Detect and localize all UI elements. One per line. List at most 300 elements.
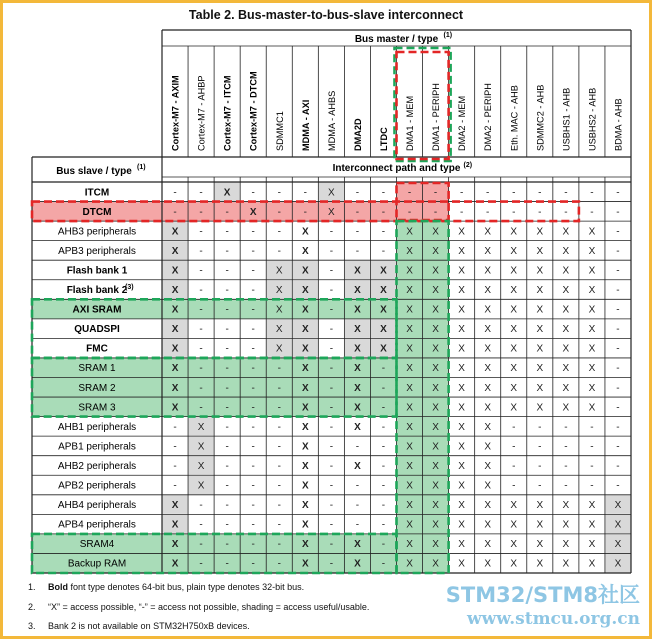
interconnect-cell: - bbox=[381, 441, 386, 453]
interconnect-cell: X bbox=[406, 441, 413, 453]
interconnect-cell: X bbox=[406, 558, 413, 570]
interconnect-cell: - bbox=[277, 363, 281, 375]
interconnect-cell: X bbox=[406, 285, 413, 297]
interconnect-cell: X bbox=[536, 265, 544, 277]
interconnect-cell: - bbox=[225, 226, 229, 238]
interconnect-cell: X bbox=[458, 558, 465, 570]
interconnect-cell: X bbox=[197, 460, 205, 472]
interconnect-cell: X bbox=[562, 343, 570, 355]
interconnect-cell: X bbox=[406, 363, 413, 375]
interconnect-cell: X bbox=[197, 421, 205, 433]
interconnect-cell: X bbox=[588, 558, 596, 570]
interconnect-cell: X bbox=[380, 265, 387, 277]
interconnect-cell: X bbox=[171, 539, 179, 551]
row-label-sup: (3) bbox=[125, 284, 134, 292]
slave-row-label: AXI SRAM bbox=[72, 304, 122, 316]
interconnect-cell: - bbox=[329, 558, 334, 570]
interconnect-cell: X bbox=[354, 343, 361, 355]
interconnect-cell: X bbox=[484, 245, 492, 257]
master-group-header: Bus master / type bbox=[354, 34, 439, 45]
interconnect-cell: - bbox=[251, 500, 255, 512]
interconnect-cell: - bbox=[355, 480, 360, 492]
interconnect-cell: - bbox=[381, 500, 386, 512]
master-column-label: DMA2 - PERIPH bbox=[483, 83, 494, 151]
interconnect-cell: X bbox=[275, 265, 283, 277]
interconnect-cell: - bbox=[512, 441, 516, 453]
interconnect-cell: X bbox=[171, 519, 179, 531]
footnotes bbox=[28, 578, 369, 637]
watermark bbox=[446, 582, 640, 630]
interconnect-cell: - bbox=[251, 363, 255, 375]
master-column-label: USBHS1 - AHB bbox=[561, 87, 572, 151]
interconnect-cell: X bbox=[562, 363, 570, 375]
interconnect-cell: - bbox=[355, 519, 360, 531]
interconnect-cell: X bbox=[536, 304, 544, 316]
interconnect-cell: - bbox=[564, 480, 568, 492]
interconnect-cell: - bbox=[381, 460, 386, 472]
interconnect-cell: - bbox=[251, 519, 255, 531]
interconnect-cell: - bbox=[173, 206, 177, 218]
interconnect-cell: X bbox=[432, 558, 439, 570]
interconnect-cell: - bbox=[381, 245, 386, 257]
interconnect-cell: X bbox=[354, 460, 361, 472]
interconnect-cell: - bbox=[616, 343, 620, 355]
interconnect-cell: X bbox=[275, 285, 283, 297]
footnote-bold: Bold bbox=[48, 582, 68, 592]
interconnect-cell: - bbox=[433, 206, 438, 218]
interconnect-cell: X bbox=[432, 421, 439, 433]
interconnect-cell: - bbox=[381, 206, 386, 218]
footnote-1 bbox=[28, 578, 369, 598]
interconnect-cell: X bbox=[301, 500, 309, 512]
interconnect-cell: X bbox=[510, 265, 518, 277]
footnote-number: 2. bbox=[28, 601, 36, 612]
master-column-label: Cortex-M7 - AXIM bbox=[170, 75, 181, 151]
interconnect-cell: X bbox=[197, 480, 205, 492]
interconnect-cell: - bbox=[199, 558, 203, 570]
interconnect-cell: - bbox=[355, 441, 360, 453]
slave-row-label: APB3 peripherals bbox=[58, 245, 136, 257]
interconnect-cell: - bbox=[329, 382, 334, 394]
interconnect-cell: X bbox=[458, 480, 465, 492]
interconnect-cell: - bbox=[329, 460, 334, 472]
master-column-label: MDMA - AHBS bbox=[326, 90, 337, 151]
slave-row-label: QUADSPI bbox=[74, 324, 120, 336]
interconnect-cell: - bbox=[590, 460, 594, 472]
interconnect-cell: X bbox=[484, 324, 492, 336]
interconnect-cell: X bbox=[406, 460, 413, 472]
interconnect-cell: - bbox=[225, 363, 229, 375]
interconnect-cell: X bbox=[171, 265, 179, 277]
interconnect-cell: - bbox=[381, 226, 386, 238]
interconnect-cell: X bbox=[406, 421, 413, 433]
interconnect-cell: X bbox=[301, 460, 309, 472]
interconnect-cell: - bbox=[329, 285, 334, 297]
interconnect-cell: X bbox=[171, 245, 179, 257]
interconnect-cell: - bbox=[225, 382, 229, 394]
interconnect-cell: - bbox=[590, 421, 594, 433]
interconnect-cell: X bbox=[301, 519, 309, 531]
interconnect-cell: - bbox=[459, 187, 464, 199]
master-column-label: SDMMC2 - AHB bbox=[535, 84, 546, 151]
interconnect-cell: X bbox=[171, 304, 179, 316]
interconnect-cell: - bbox=[225, 324, 229, 336]
interconnect-cell: X bbox=[458, 500, 465, 512]
interconnect-cell: X bbox=[301, 539, 309, 551]
interconnect-cell: X bbox=[510, 539, 518, 551]
interconnect-cell: - bbox=[616, 480, 620, 492]
interconnect-cell: X bbox=[275, 343, 283, 355]
interconnect-cell: X bbox=[588, 382, 596, 394]
interconnect-cell: - bbox=[512, 206, 516, 218]
interconnect-cell: X bbox=[354, 558, 361, 570]
interconnect-cell: X bbox=[536, 226, 544, 238]
interconnect-cell: - bbox=[329, 363, 334, 375]
interconnect-cell: - bbox=[381, 558, 386, 570]
interconnect-cell: X bbox=[588, 265, 596, 277]
interconnect-cell: X bbox=[406, 519, 413, 531]
slave-row-label: SRAM 3 bbox=[78, 402, 116, 414]
footnote-number: 3. bbox=[28, 621, 36, 631]
master-column-label: SDMMC1 bbox=[274, 111, 285, 151]
interconnect-cell: X bbox=[588, 363, 596, 375]
interconnect-cell: X bbox=[588, 539, 596, 551]
interconnect-cell: - bbox=[277, 402, 281, 414]
interconnect-cell: X bbox=[458, 363, 465, 375]
interconnect-cell: X bbox=[171, 285, 179, 297]
footnote-text: font type denotes 64-bit bus, plain type denotes 32-bit bus. bbox=[68, 582, 305, 592]
interconnect-cell: - bbox=[277, 421, 281, 433]
interconnect-cell: X bbox=[354, 285, 361, 297]
slave-row-label: SRAM4 bbox=[79, 539, 115, 551]
interconnect-cell: - bbox=[564, 421, 568, 433]
interconnect-cell: - bbox=[538, 441, 542, 453]
interconnect-cell: X bbox=[484, 382, 492, 394]
interconnect-cell: - bbox=[355, 500, 360, 512]
interconnect-cell: - bbox=[173, 421, 177, 433]
interconnect-cell: X bbox=[510, 500, 518, 512]
interconnect-cell: - bbox=[329, 500, 334, 512]
interconnect-cell: - bbox=[329, 343, 334, 355]
interconnect-cell: - bbox=[355, 226, 360, 238]
interconnect-cell: X bbox=[536, 539, 544, 551]
interconnect-cell: X bbox=[171, 226, 179, 238]
interconnect-cell: - bbox=[199, 402, 203, 414]
interconnect-cell: X bbox=[171, 558, 179, 570]
interconnect-cell: X bbox=[484, 460, 492, 472]
interconnect-cell: - bbox=[329, 226, 334, 238]
interconnect-cell: X bbox=[562, 519, 570, 531]
watermark-line1: STM32/STM8社区 bbox=[445, 583, 640, 607]
interconnect-cell: X bbox=[432, 363, 439, 375]
interconnect-cell: X bbox=[458, 402, 465, 414]
slave-row-label: AHB1 peripherals bbox=[57, 421, 137, 433]
interconnect-cell: X bbox=[406, 226, 413, 238]
master-column-label: Cortex-M7 - DTCM bbox=[248, 71, 259, 151]
interconnect-cell: X bbox=[588, 226, 596, 238]
interconnect-cell: - bbox=[251, 187, 255, 199]
slave-row-label: APB4 peripherals bbox=[58, 519, 136, 531]
interconnect-cell: X bbox=[432, 226, 439, 238]
interconnect-cell: X bbox=[510, 382, 518, 394]
interconnect-cell: X bbox=[432, 480, 439, 492]
interconnect-cell: - bbox=[616, 382, 620, 394]
interconnect-cell: - bbox=[616, 324, 620, 336]
interconnect-cell: X bbox=[380, 285, 387, 297]
master-group-sup: (1) bbox=[443, 32, 453, 39]
interconnect-cell: - bbox=[459, 206, 464, 218]
interconnect-cell: - bbox=[277, 245, 281, 257]
interconnect-cell: - bbox=[225, 441, 229, 453]
interconnect-cell: X bbox=[458, 324, 465, 336]
interconnect-cell: X bbox=[458, 265, 465, 277]
interconnect-cell: X bbox=[458, 382, 465, 394]
interconnect-cell: X bbox=[536, 519, 544, 531]
interconnect-cell: - bbox=[225, 304, 229, 316]
interconnect-cell: X bbox=[510, 402, 518, 414]
interconnect-cell: - bbox=[251, 460, 255, 472]
interconnect-cell: X bbox=[536, 245, 544, 257]
interconnect-cell: X bbox=[171, 382, 179, 394]
interconnect-cell: - bbox=[251, 441, 255, 453]
interconnect-cell: - bbox=[225, 245, 229, 257]
interconnect-cell: - bbox=[381, 421, 386, 433]
interconnect-cell: X bbox=[484, 558, 492, 570]
interconnect-cell: X bbox=[562, 402, 570, 414]
interconnect-cell: - bbox=[251, 402, 255, 414]
interconnect-cell: X bbox=[510, 324, 518, 336]
interconnect-cell: X bbox=[380, 343, 387, 355]
interconnect-cell: - bbox=[512, 480, 516, 492]
interconnect-cell: X bbox=[432, 441, 439, 453]
interconnect-cell: X bbox=[171, 402, 179, 414]
interconnect-cell: X bbox=[301, 304, 309, 316]
interconnect-cell: X bbox=[536, 382, 544, 394]
interconnect-cell: X bbox=[354, 363, 361, 375]
interconnect-cell: - bbox=[381, 480, 386, 492]
interconnect-cell: X bbox=[562, 304, 570, 316]
interconnect-cell: X bbox=[562, 558, 570, 570]
interconnect-cell: - bbox=[486, 206, 490, 218]
interconnect-cell: - bbox=[616, 402, 620, 414]
interconnect-cell: X bbox=[301, 441, 309, 453]
interconnect-cell: - bbox=[199, 245, 203, 257]
interconnect-cell: - bbox=[616, 285, 620, 297]
interconnect-cell: X bbox=[171, 343, 179, 355]
interconnect-cell: - bbox=[251, 304, 255, 316]
table-title: Table 2. Bus-master-to-bus-slave interconnect bbox=[188, 8, 464, 22]
interconnect-cell: - bbox=[512, 421, 516, 433]
slave-row-label: APB2 peripherals bbox=[58, 480, 136, 492]
interconnect-cell: - bbox=[251, 558, 255, 570]
interconnect-cell: - bbox=[277, 187, 281, 199]
footnote-text: “X” = access possible, “-” = access not possible, shading = access useful/usable. bbox=[48, 601, 370, 612]
interconnect-cell: - bbox=[355, 245, 360, 257]
interconnect-cell: - bbox=[407, 206, 412, 218]
interconnect-cell: - bbox=[173, 187, 177, 199]
interconnect-cell: - bbox=[225, 343, 229, 355]
interconnect-cell: - bbox=[277, 460, 281, 472]
interconnect-cell: - bbox=[616, 187, 620, 199]
interconnect-cell: X bbox=[432, 324, 439, 336]
interconnect-cell: X bbox=[354, 304, 361, 316]
interconnect-cell: X bbox=[458, 539, 465, 551]
interconnect-cell: - bbox=[277, 441, 281, 453]
interconnect-cell: - bbox=[277, 206, 281, 218]
interconnect-cell: X bbox=[380, 304, 387, 316]
interconnect-cell: - bbox=[616, 226, 620, 238]
interconnect-cell: - bbox=[538, 480, 542, 492]
slave-row-label: Flash bank 2 bbox=[66, 285, 128, 297]
interconnect-cell: X bbox=[510, 363, 518, 375]
interconnect-cell: - bbox=[225, 402, 229, 414]
interconnect-cell: - bbox=[225, 519, 229, 531]
interconnect-cell: - bbox=[303, 187, 307, 199]
interconnect-cell: - bbox=[199, 226, 203, 238]
interconnect-cell: X bbox=[536, 343, 544, 355]
interconnect-cell: - bbox=[173, 480, 177, 492]
slave-row-label: ITCM bbox=[84, 187, 110, 199]
interconnect-cell: X bbox=[275, 324, 283, 336]
interconnect-cell: X bbox=[562, 265, 570, 277]
interconnect-cell: - bbox=[329, 519, 334, 531]
interconnect-cell: - bbox=[616, 460, 620, 472]
interconnect-cell: - bbox=[538, 187, 542, 199]
interconnect-cell: - bbox=[199, 363, 203, 375]
slave-row-label: AHB4 peripherals bbox=[57, 500, 137, 512]
interconnect-cell: X bbox=[510, 343, 518, 355]
interconnect-cell: - bbox=[199, 343, 203, 355]
interconnect-cell: X bbox=[562, 500, 570, 512]
interconnect-cell: X bbox=[406, 245, 413, 257]
master-column-label: BDMA - AHB bbox=[613, 98, 624, 151]
interconnect-cell: X bbox=[484, 343, 492, 355]
interconnect-cell: X bbox=[301, 265, 309, 277]
interconnect-cell: - bbox=[564, 441, 568, 453]
interconnect-cell: - bbox=[512, 460, 516, 472]
interconnect-cell: - bbox=[199, 206, 203, 218]
interconnect-cell: - bbox=[303, 206, 307, 218]
interconnect-cell: X bbox=[510, 558, 518, 570]
interconnect-cell: - bbox=[199, 500, 203, 512]
interconnect-cell: - bbox=[329, 402, 334, 414]
interconnect-cell: X bbox=[510, 245, 518, 257]
slave-row-label: Backup RAM bbox=[67, 558, 127, 570]
interconnect-cell: - bbox=[277, 226, 281, 238]
interconnect-cell: X bbox=[484, 226, 492, 238]
interconnect-cell: - bbox=[381, 539, 386, 551]
interconnect-cell: X bbox=[562, 539, 570, 551]
interconnect-cell: X bbox=[301, 421, 309, 433]
interconnect-cell: X bbox=[432, 382, 439, 394]
interconnect-cell: - bbox=[355, 206, 360, 218]
interconnect-cell: - bbox=[590, 206, 594, 218]
interconnect-cell: - bbox=[538, 460, 542, 472]
interconnect-cell: X bbox=[484, 441, 492, 453]
interconnect-cell: - bbox=[277, 382, 281, 394]
interconnect-cell: - bbox=[329, 480, 334, 492]
interconnect-cell: - bbox=[199, 539, 203, 551]
interconnect-cell: - bbox=[616, 206, 620, 218]
interconnect-cell: X bbox=[171, 500, 179, 512]
interconnect-cell: X bbox=[458, 421, 465, 433]
interconnect-cell: X bbox=[301, 226, 309, 238]
interconnect-cell: X bbox=[588, 402, 596, 414]
footnote-text: Bank 2 is not available on STM32H750xB devices. bbox=[48, 621, 250, 631]
path-header-sup: (2) bbox=[463, 162, 473, 169]
interconnect-cell: - bbox=[381, 519, 386, 531]
interconnect-cell: X bbox=[354, 421, 361, 433]
interconnect-cell: X bbox=[510, 304, 518, 316]
interconnect-cell: - bbox=[251, 265, 255, 277]
interconnect-cell: X bbox=[301, 402, 309, 414]
interconnect-cell: - bbox=[225, 421, 229, 433]
interconnect-cell: X bbox=[484, 265, 492, 277]
interconnect-cell: X bbox=[536, 500, 544, 512]
interconnect-cell: X bbox=[301, 285, 309, 297]
interconnect-cell: X bbox=[432, 402, 439, 414]
interconnect-cell: - bbox=[277, 539, 281, 551]
interconnect-cell: X bbox=[328, 187, 335, 199]
interconnect-cell: - bbox=[564, 206, 568, 218]
interconnect-cell: - bbox=[251, 245, 255, 257]
interconnect-cell: - bbox=[538, 421, 542, 433]
interconnect-cell: X bbox=[406, 343, 413, 355]
interconnect-cell: - bbox=[251, 539, 255, 551]
interconnect-cell: - bbox=[329, 304, 334, 316]
interconnect-cell: - bbox=[225, 558, 229, 570]
interconnect-cell: X bbox=[562, 285, 570, 297]
interconnect-cell: X bbox=[301, 324, 309, 336]
interconnect-cell: X bbox=[197, 441, 205, 453]
interconnect-cell: - bbox=[225, 539, 229, 551]
interconnect-cell: - bbox=[225, 206, 229, 218]
interconnect-cell: X bbox=[588, 324, 596, 336]
interconnect-cell: - bbox=[225, 285, 229, 297]
interconnect-cell: - bbox=[199, 265, 203, 277]
interconnect-cell: X bbox=[354, 382, 361, 394]
master-column-label: LTDC bbox=[378, 127, 389, 151]
master-column-label: DMA2 - MEM bbox=[457, 95, 468, 151]
path-header: Interconnect path and type bbox=[332, 163, 461, 174]
interconnect-cell: X bbox=[301, 480, 309, 492]
interconnect-cell: X bbox=[301, 245, 309, 257]
interconnect-cell: X bbox=[406, 500, 413, 512]
interconnect-cell: - bbox=[329, 421, 334, 433]
interconnect-cell: - bbox=[381, 363, 386, 375]
slave-row-label: DTCM bbox=[82, 206, 112, 218]
interconnect-cell: X bbox=[380, 324, 387, 336]
interconnect-cell: - bbox=[251, 343, 255, 355]
interconnect-cell: X bbox=[432, 539, 439, 551]
interconnect-cell: X bbox=[458, 245, 465, 257]
interconnect-cell: X bbox=[536, 324, 544, 336]
interconnect-cell: - bbox=[277, 558, 281, 570]
interconnect-cell: - bbox=[538, 206, 542, 218]
interconnect-cell: X bbox=[301, 558, 309, 570]
interconnect-cell: - bbox=[199, 519, 203, 531]
interconnect-cell: X bbox=[406, 539, 413, 551]
interconnect-cell: - bbox=[251, 285, 255, 297]
interconnect-cell: X bbox=[510, 519, 518, 531]
interconnect-cell: X bbox=[562, 226, 570, 238]
interconnect-cell: X bbox=[588, 285, 596, 297]
interconnect-cell: - bbox=[329, 441, 334, 453]
interconnect-cell: - bbox=[199, 304, 203, 316]
watermark-line2: www.stmcu.org.cn bbox=[467, 609, 640, 629]
interconnect-cell: - bbox=[251, 226, 255, 238]
interconnect-cell: X bbox=[432, 343, 439, 355]
